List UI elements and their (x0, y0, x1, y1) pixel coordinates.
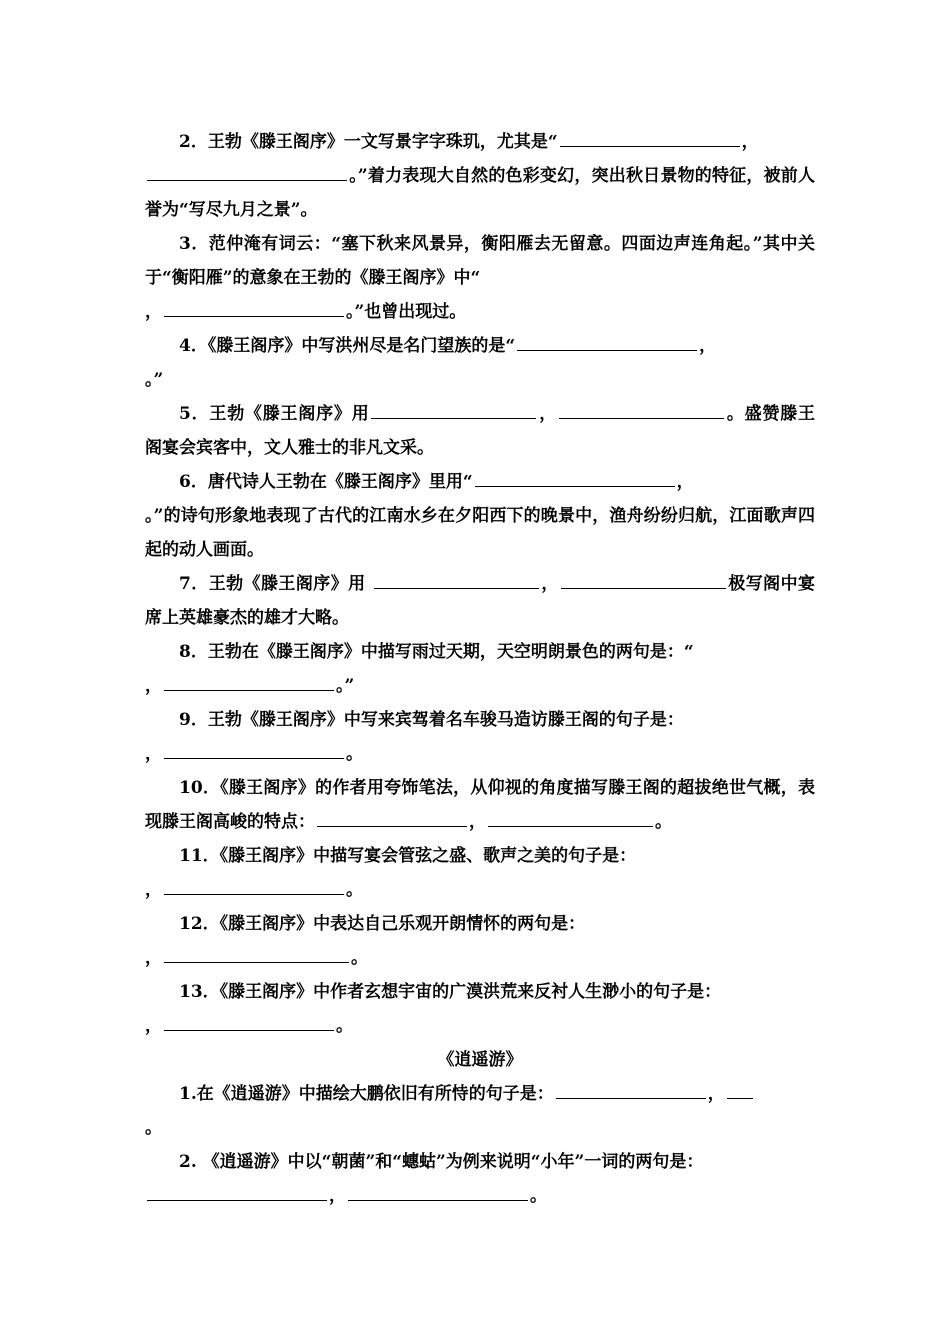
answer-blank[interactable] (147, 1182, 327, 1201)
answer-blank[interactable] (488, 808, 653, 827)
worksheet-page (145, 125, 815, 1213)
answer-blank[interactable] (164, 876, 344, 895)
answer-blank[interactable] (560, 128, 740, 147)
question-3: 3．范仲淹有词云：“塞下秋来风景异，衡阳雁去无留意。四面边声连角起。”其中关于“衡阳雁”的意象在王勃的《滕王阁序》中“ ， 。”也曾出现过。 (145, 234, 815, 322)
question-9: 9．王勃《滕王阁序》中写来宾驾着名车骏马造访滕王阁的句子是： ， 。 (145, 710, 684, 764)
question-10: 10．《滕王阁序》的作者用夸饰笔法，从仰视的角度描写滕王阁的超拔绝世气概，表现滕王阁高峻的特点： ， 。 (145, 778, 815, 832)
answer-blank[interactable] (147, 162, 347, 181)
answer-blank[interactable] (556, 1080, 706, 1099)
question-7: 7．王勃《滕王阁序》用 ， 极写阁中宴席上英雄豪杰的雄才大略。 (145, 567, 815, 635)
question-11: 11．《滕王阁序》中描写宴会管弦之盛、歌声之美的句子是： ， 。 (145, 846, 637, 900)
question-5: 5．王勃《滕王阁序》用 ， 。盛赞滕王阁宴会宾客中，文人雅士的非凡文采。 (145, 397, 815, 465)
answer-blank[interactable] (561, 570, 726, 589)
section-title: 《逍遥游》 (437, 1050, 523, 1070)
answer-blank[interactable] (559, 400, 724, 419)
answer-blank[interactable] (164, 1012, 334, 1031)
answer-blank[interactable] (164, 944, 349, 963)
answer-blank[interactable] (164, 740, 344, 759)
section-question-1: 1.在《逍遥游》中描绘大鹏依旧有所恃的句子是： ， 。 (145, 1077, 815, 1145)
answer-blank[interactable] (164, 298, 344, 317)
section-question-2: 2. 《逍遥游》中以“朝菌”和“蟪蛄”为例来说明“小年”一词的两句是： ， 。 (145, 1145, 815, 1213)
question-2: 2．王勃《滕王阁序》一文写景字字珠玑，尤其是“ ， 。”着力表现大自然的色彩变幻，突出秋日景物的特征，被前人誉为“写尽九月之景”。 (145, 125, 815, 227)
question-4: 4．《滕王阁序》中写洪州尽是名门望族的是“ ， 。” (145, 329, 815, 397)
question-12: 12．《滕王阁序》中表达自己乐观开朗情怀的两句是： ， 。 (145, 914, 586, 968)
answer-blank[interactable] (374, 570, 539, 589)
answer-blank[interactable] (727, 1080, 753, 1099)
question-13: 13．《滕王阁序》中作者玄想宇宙的广漠洪荒来反衬人生渺小的句子是： ， 。 (145, 982, 722, 1036)
answer-blank[interactable] (475, 468, 675, 487)
question-6: 6．唐代诗人王勃在《滕王阁序》里用“ ， 。”的诗句形象地表现了古代的江南水乡在夕阳西下的晚景中，渔舟纷纷归航，江面歌声四起的动人画面。 (145, 465, 815, 567)
answer-blank[interactable] (348, 1182, 528, 1201)
answer-blank[interactable] (317, 808, 467, 827)
question-8: 8．王勃在《滕王阁序》中描写雨过天期，天空明朗景色的两句是：“ ， 。” (145, 642, 694, 696)
answer-blank[interactable] (164, 672, 334, 691)
answer-blank[interactable] (371, 400, 536, 419)
answer-blank[interactable] (517, 332, 697, 351)
